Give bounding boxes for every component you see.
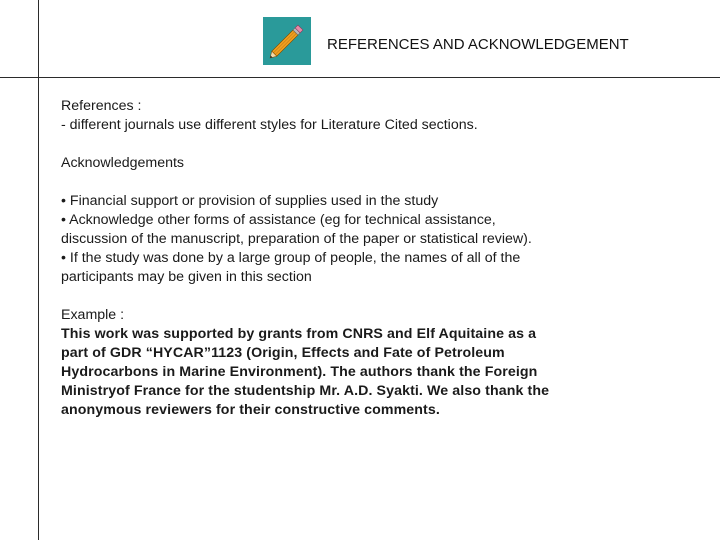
horizontal-rule xyxy=(0,77,720,78)
pencil-icon xyxy=(263,17,311,65)
example-heading: Example : xyxy=(61,307,125,323)
example-line: Ministryof France for the studentship Mr. A.D. Syakti. We also thank the xyxy=(61,383,550,399)
example-line: Hydrocarbons in Marine Environment). The authors thank the Foreign xyxy=(61,364,538,380)
acknowledgement-line: • Financial support or provision of supplies used in the study xyxy=(61,193,439,209)
acknowledgement-line: discussion of the manuscript, preparation of the paper or statistical review). xyxy=(61,231,532,247)
example-line: anonymous reviewers for their constructive comments. xyxy=(61,402,440,418)
references-line: - different journals use different styles for Literature Cited sections. xyxy=(61,117,478,133)
example-line: This work was supported by grants from CNRS and Elf Aquitaine as a xyxy=(61,326,537,342)
references-heading: References : xyxy=(61,98,142,114)
example-line: part of GDR “HYCAR”1123 (Origin, Effects and Fate of Petroleum xyxy=(61,345,505,361)
acknowledgement-line: • Acknowledge other forms of assistance (eg for technical assistance, xyxy=(61,212,496,228)
page-title: REFERENCES AND ACKNOWLEDGEMENT xyxy=(327,36,629,53)
slide-body xyxy=(61,97,681,420)
acknowledgements-heading: Acknowledgements xyxy=(61,155,185,171)
acknowledgement-line: • If the study was done by a large group of people, the names of all of the xyxy=(61,250,521,266)
acknowledgement-line: participants may be given in this section xyxy=(61,269,312,285)
vertical-rule xyxy=(38,0,39,540)
